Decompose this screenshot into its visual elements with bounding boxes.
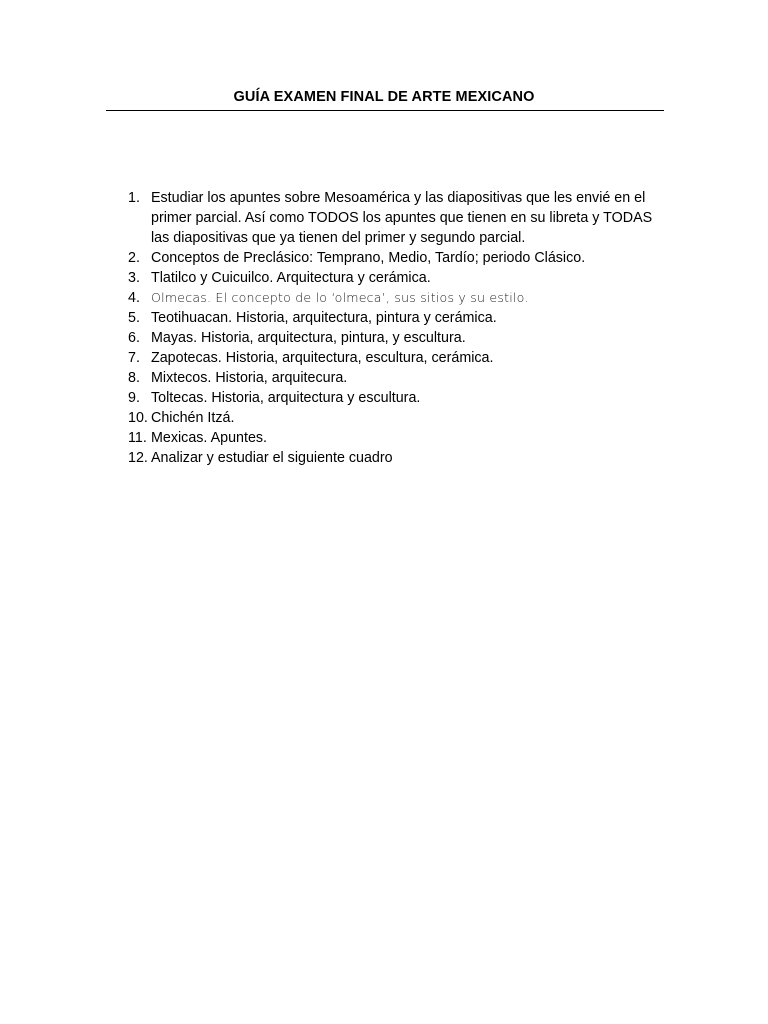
list-item-text: Tlatilco y Cuicuilco. Arquitectura y cerámica. xyxy=(151,270,431,286)
list-item xyxy=(128,288,668,308)
list-item xyxy=(128,328,668,348)
list-item-text: Estudiar los apuntes sobre Mesoamérica y las diapositivas que les envié en el primer parcial. Así como TODOS los apuntes que tienen en su libreta y TODAS las diapositivas que ya tienen del primer y segundo parcial. xyxy=(151,190,653,246)
list-item-text: Zapotecas. Historia, arquitectura, escultura, cerámica. xyxy=(151,350,494,366)
list-item xyxy=(128,368,668,388)
list-item xyxy=(128,388,668,408)
list-item-number: 4. xyxy=(128,290,140,306)
list-item-number: 1. xyxy=(128,190,140,206)
list-item-text: Chichén Itzá. xyxy=(151,410,235,426)
list-item xyxy=(128,448,668,468)
list-item-number: 9. xyxy=(128,390,140,406)
list-item-text: Toltecas. Historia, arquitectura y escultura. xyxy=(151,390,421,406)
list-item-number: 3. xyxy=(128,270,140,286)
list-item-number: 8. xyxy=(128,370,140,386)
list-item-number: 11. xyxy=(128,430,147,446)
list-item xyxy=(128,188,668,248)
list-item-number: 2. xyxy=(128,250,140,266)
list-item-text: Conceptos de Preclásico: Temprano, Medio, Tardío; periodo Clásico. xyxy=(151,250,586,266)
document-title: GUÍA EXAMEN FINAL DE ARTE MEXICANO xyxy=(233,89,535,105)
list-item-number: 7. xyxy=(128,350,140,366)
list-item xyxy=(128,268,668,288)
list-item-number: 10. xyxy=(128,410,148,426)
list-item xyxy=(128,348,668,368)
list-item-text: Mayas. Historia, arquitectura, pintura, y escultura. xyxy=(151,330,466,346)
list-item xyxy=(128,408,668,428)
list-item xyxy=(128,308,668,328)
list-item-text: Mexicas. Apuntes. xyxy=(151,430,268,446)
list-item xyxy=(128,428,668,448)
title-underline xyxy=(106,110,664,111)
list-item-number: 12. xyxy=(128,450,148,466)
study-guide-list xyxy=(128,188,668,468)
list-item-text: Mixtecos. Historia, arquitecura. xyxy=(151,370,348,386)
list-item-text: Analizar y estudiar el siguiente cuadro xyxy=(151,450,393,466)
list-item-text: Olmecas. El concepto de lo ‘olmeca’, sus sitios y su estilo. xyxy=(151,290,529,305)
list-item-number: 6. xyxy=(128,330,140,346)
list-item-number: 5. xyxy=(128,310,140,326)
list-item-text: Teotihuacan. Historia, arquitectura, pintura y cerámica. xyxy=(151,310,497,326)
list-item xyxy=(128,248,668,268)
